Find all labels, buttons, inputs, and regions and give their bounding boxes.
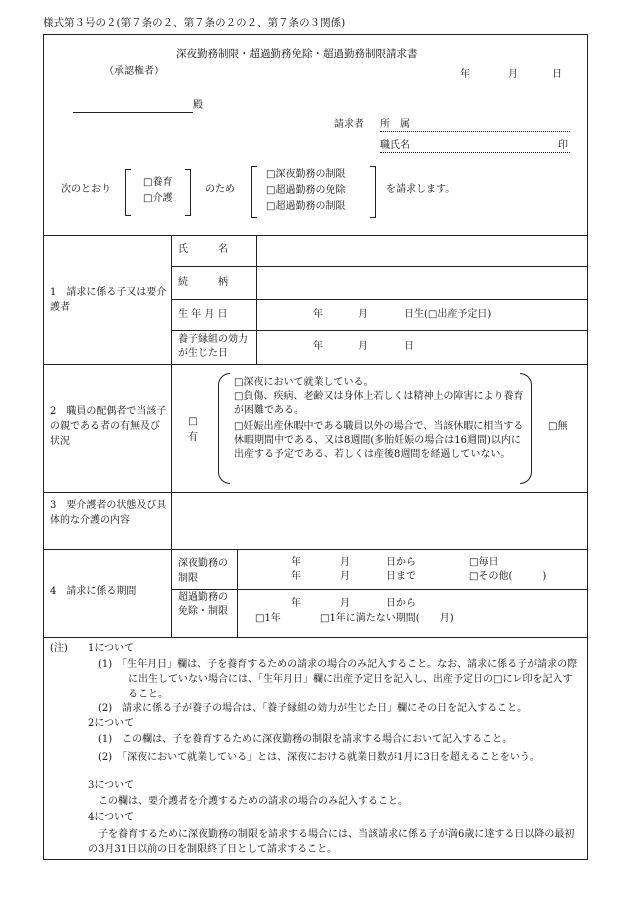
position-name-label: 職氏名 — [380, 140, 410, 151]
s4-night-other-checkbox[interactable]: □その他( ) — [469, 571, 547, 582]
s1-adoption-day: 日 — [404, 341, 414, 352]
s1-label: 1 請求に係る子又は要介護者 — [50, 287, 167, 313]
s1-row-divider-1 — [171, 266, 588, 267]
affiliation-field[interactable] — [380, 131, 570, 132]
label-column-divider — [171, 235, 172, 637]
type-night-checkbox[interactable]: □深夜勤務の制限 — [266, 169, 346, 180]
date-year: 年 — [460, 69, 470, 80]
request-middle: のため — [205, 184, 235, 195]
note-3-heading: 3について — [88, 780, 135, 791]
addressee-line[interactable] — [73, 112, 193, 113]
addressee-suffix: 殿 — [193, 100, 203, 111]
note-4-heading: 4について — [88, 812, 135, 823]
form-number: 様式第３号の２(第７条の２、第７条の２の２、第７条の３関係) — [43, 17, 346, 29]
s4-overtime-from-month: 月 — [340, 598, 350, 609]
note-4-1: 子を養育するために深夜勤務の制限を請求する場合には、当該請求に係る子が満6歳に達する日以降の最初の3月31日以前の日を制限終了日として請求すること。 — [88, 829, 575, 855]
approver-label: （承認権者） — [104, 66, 164, 77]
date-month: 月 — [508, 69, 518, 80]
date-day: 日 — [552, 69, 562, 80]
divider-s4 — [43, 549, 588, 550]
reason-care-checkbox[interactable]: □介護 — [143, 193, 173, 204]
s3-label: 3 要介護者の状態及び具体的な介護の内容 — [50, 500, 167, 526]
s4-label: 4 請求に係る期間 — [50, 586, 137, 597]
type-bracket-right — [370, 166, 376, 218]
seal-mark: 印 — [558, 140, 568, 151]
s4-overtime-from-year: 年 — [291, 598, 301, 609]
s2-condition-illness[interactable]: □負傷、疾病、老齢又は身体上若しくは精神上の障害により養育が困難である。 — [234, 391, 524, 416]
notes-head: (注) — [50, 643, 68, 654]
reason-bracket-left — [125, 169, 131, 216]
s4-value-divider — [237, 549, 238, 637]
note-2-2: (2) 「深夜において就業している」とは、深夜における就業日数が1月に3日を超えることをいう。 — [98, 752, 540, 763]
s4-night-from-day: 日から — [386, 557, 416, 568]
note-2-heading: 2について — [88, 718, 135, 729]
s1-name-label: 氏 名 — [178, 244, 228, 255]
s1-adoption-label: 養子縁組の効力が生じた日 — [178, 334, 248, 359]
reason-raising-checkbox[interactable]: □養育 — [143, 177, 173, 188]
s2-label: 2 職員の配偶者で当該子の親である者の有無及び状況 — [50, 406, 167, 447]
s1-birth-day: 日生(□出産予定日) — [404, 309, 492, 320]
position-name-field[interactable] — [380, 152, 570, 153]
s2-condition-maternity[interactable]: □妊娠出産休暇中である職員以外の場合で、当該休暇に相当する休暇期間中である、又は8週間(多胎妊娠の場合は16週間)以内に出産する予定である、若しくは産後8週間を経過していない。 — [234, 421, 524, 460]
note-2-1: (1) この欄は、子を養育するために深夜勤務の制限を請求する場合において記入すること。 — [98, 734, 513, 745]
divider-s3 — [43, 492, 588, 493]
s1-value-divider — [256, 235, 257, 364]
s4-night-label: 深夜勤務の制限 — [178, 558, 228, 584]
s4-overtime-label: 超過勤務の免除・制限 — [178, 592, 228, 617]
s1-adoption-year: 年 — [313, 341, 323, 352]
s2-no-checkbox[interactable]: □無 — [548, 421, 568, 432]
s4-row-divider — [171, 589, 588, 590]
s1-adoption-month: 月 — [358, 341, 368, 352]
s4-night-to-month: 月 — [340, 571, 350, 582]
request-suffix: を請求します。 — [386, 184, 456, 195]
divider-notes — [43, 637, 588, 638]
form-title: 深夜勤務制限・超過勤務免除・超過勤務制限請求書 — [176, 48, 418, 60]
s4-overtime-from-day: 日から — [386, 598, 416, 609]
s4-night-to-year: 年 — [291, 571, 301, 582]
s4-overtime-shorter-checkbox[interactable]: □1年に満たない期間( 月) — [320, 613, 454, 624]
request-prefix: 次のとおり — [61, 184, 111, 195]
s4-night-to-day: 日まで — [386, 571, 416, 582]
s2-condition-night[interactable]: □深夜において就業している。 — [234, 377, 374, 388]
s1-row-divider-3 — [171, 330, 588, 331]
s2-brace-left — [218, 373, 230, 484]
s1-row-divider-2 — [171, 299, 588, 300]
s4-overtime-1year-checkbox[interactable]: □1年 — [255, 613, 281, 624]
s1-birth-label: 生 年 月 日 — [178, 309, 228, 320]
s4-night-daily-checkbox[interactable]: □毎日 — [469, 557, 499, 568]
s4-night-from-month: 月 — [340, 557, 350, 568]
s1-relation-label: 続 柄 — [178, 277, 228, 288]
note-1-1: (1) 「生年月日」欄は、子を養育するための請求の場合のみ記入すること。なお、請求に係る子が請求の際に出生していない場合には、「生年月日」欄に出産予定日を記入し、出産予定日の□にレ印を記入すること。 — [98, 659, 578, 700]
s2-brace-right — [520, 373, 532, 484]
s2-yes-checkbox[interactable]: □有 — [188, 416, 198, 443]
note-1-2: (2) 請求に係る子が養子の場合は、「養子縁組の効力が生じた日」欄にその日を記入すること。 — [98, 703, 528, 714]
s1-birth-month: 月 — [358, 309, 368, 320]
type-limit-checkbox[interactable]: □超過勤務の制限 — [266, 201, 346, 212]
type-bracket-left — [251, 166, 257, 218]
requester-label: 請求者 — [334, 119, 364, 130]
type-exempt-checkbox[interactable]: □超過勤務の免除 — [266, 185, 346, 196]
s1-birth-year: 年 — [313, 309, 323, 320]
divider-top — [43, 235, 588, 236]
reason-bracket-right — [185, 169, 191, 216]
note-1-heading: 1について — [88, 643, 135, 654]
affiliation-label: 所 属 — [380, 119, 410, 130]
divider-s2 — [43, 364, 588, 365]
note-3-1: この欄は、要介護者を介護するための請求の場合のみ記入すること。 — [98, 796, 408, 807]
s4-night-from-year: 年 — [291, 557, 301, 568]
